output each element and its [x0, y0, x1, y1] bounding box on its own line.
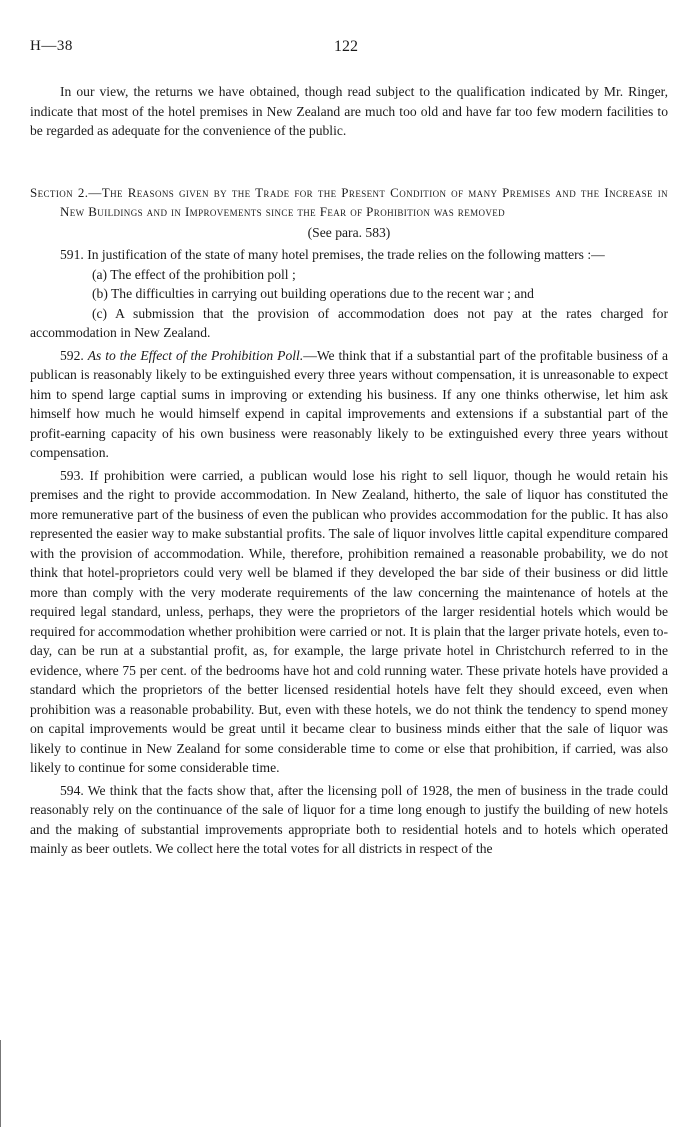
paragraph-593: 593. If prohibition were carried, a publican would lose his right to sell liquor, though he would retain his premises and the right to provide accommodation. In New Zealand, hitherto, the sale of liquor has constituted the more remunerative part of the business of even the publican who provides accommodation for the public. It has also represented the easier way to make substantial profits. The sale of liquor involves little capital expenditure compared with the provision of accommodation. While, therefore, prohibition remained a reasonable probability, we do not think that hotel-proprietors could very well be blamed if they developed the bar side of their business or did little more than comply with the very moderate requirements of the law concerning the maintenance of hotels at the required legal standard, unless, perhaps, they were the proprietors of the larger residential hotels which would be required for accommodation whether prohibition were carried or not. It is plain that the larger private hotels, even to-day, can be run at a substantial profit, as, for example, the large private hotel in Christchurch referred to in the evidence, where 75 per cent. of the bedrooms have hot and cold running water. These private hotels have provided a standard which the proprietors of the better licensed residential hotels have felt they should exceed, even when prohibition was a reasonable probability. But, even with these hotels, we do not think the tendency to spend money on capital improvements would be great until it became clear to business minds either that the sale of liquor was likely to continue in New Zealand for some considerable time to come or else that prohibition, if carried, was also likely to continue for some considerable time.	[30, 467, 668, 775]
document-reference: H—38	[30, 38, 73, 54]
intro-paragraph: In our view, the returns we have obtained, though read subject to the qualification indicated by Mr. Ringer, indicate that most of the hotel premises in New Zealand are much too old and have far too few modern facilities to be regarded as adequate for the convenience of the public.	[30, 84, 668, 138]
section-heading: Section 2.—The Reasons given by the Trade for the Present Condition of many Premises and the Increase in New Buildings and in Improvements since the Fear of Prohibition was removed	[30, 184, 668, 219]
see-para-reference: (See para. 583)	[307, 224, 391, 240]
page-body	[30, 82, 668, 859]
paragraph-592-body: —We think that if a substantial part of the profitable business of a publican is reasonably likely to be extinguished every three years without compensation, it is unreasonable to expect him to spend large captial sums in improving or extending his business. If any one thinks otherwise, let him ask himself how much he would himself expend in capital improvements and extensions if a substantial part of the profit-earning capacity of his own business were reasonably likely to be extinguished every three years without compensation.	[30, 347, 669, 460]
list-item-c: (c) A submission that the provision of accommodation does not pay at the rates charged for accommodation in New Zealand.	[30, 305, 668, 340]
paragraph-591: 591. In justification of the state of many hotel premises, the trade relies on the following matters :—	[60, 247, 605, 262]
list-item-b: (b) The difficulties in carrying out building operations due to the recent war ; and	[92, 286, 534, 301]
paragraph-592-number: 592.	[60, 347, 84, 363]
page-number: 122	[334, 38, 358, 55]
page-header	[30, 38, 670, 60]
paragraph-592-heading: As to the Effect of the Prohibition Poll.	[87, 347, 304, 363]
page-edge-rule	[0, 1040, 1, 1127]
list-item-a: (a) The effect of the prohibition poll ;	[92, 266, 296, 282]
paragraph-592	[30, 346, 668, 463]
paragraph-594: 594. We think that the facts show that, after the licensing poll of 1928, the men of business in the trade could reasonably rely on the continuance of the sale of liquor for a time long enough to justify the building of new hotels and the making of substantial improvements appropriate both to residential hotels and to hotels which operated mainly as beer outlets. We collect here the total votes for all districts in respect of the	[30, 782, 668, 856]
